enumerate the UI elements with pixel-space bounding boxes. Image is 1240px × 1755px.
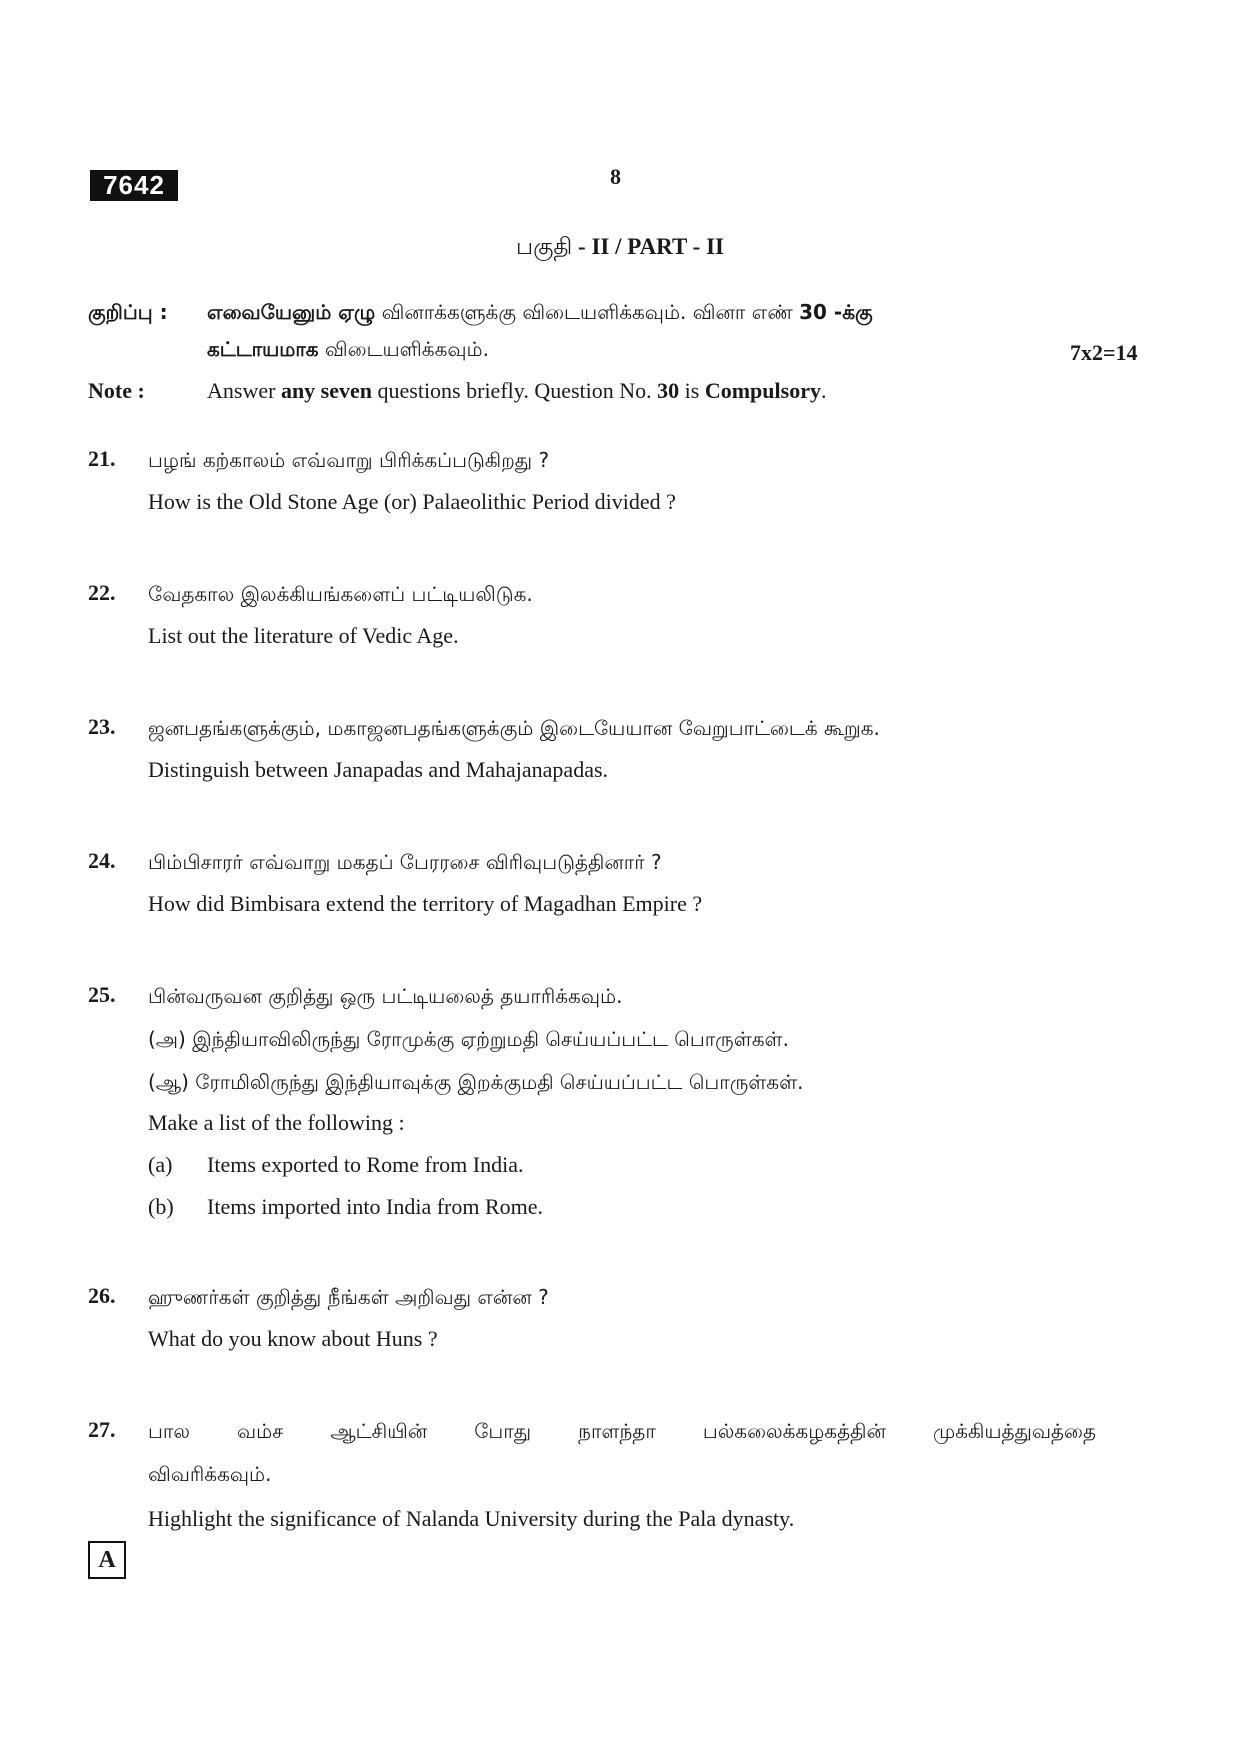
question-text-tamil: பிம்பிசாரர் எவ்வாறு மகதப் பேரரசை விரிவுபடுத்தினார் ? (148, 850, 662, 874)
question-subitem-tamil: (அ) இந்தியாவிலிருந்து ரோமுக்கு ஏற்றுமதி செய்யப்பட்ட பொருள்கள். (148, 1027, 789, 1051)
subitem-label: (a) (148, 1152, 173, 1177)
question-text-tamil: ஹுணர்கள் குறித்து நீங்கள் அறிவது என்ன ? (148, 1285, 549, 1309)
question-text-english: Distinguish between Janapadas and Mahajanapadas. (148, 757, 609, 782)
note-text-part: . (820, 378, 827, 403)
part-title (0, 234, 1240, 263)
note-emphasis-qno: 30 (657, 378, 680, 403)
question-text-english: Make a list of the following : (148, 1110, 405, 1135)
tamil-instruction-text: வினாக்களுக்கு விடையளிக்கவும். வினா எண் (375, 300, 800, 324)
subitem-text: Items exported to Rome from India. (207, 1152, 524, 1177)
note-label: Note : (88, 378, 145, 403)
part-title-english: - II / PART - II (578, 234, 724, 259)
note-text-part: Answer (207, 378, 281, 403)
question-text-tamil: ஜனபதங்களுக்கும், மகாஜனபதங்களுக்கும் இடையேயான வேறுபாட்டைக் கூறுக. (148, 716, 880, 740)
question-text-english: How did Bimbisara extend the territory of Magadhan Empire ? (148, 891, 703, 916)
question-number: 24. (88, 848, 116, 873)
question-text-english: List out the literature of Vedic Age. (148, 623, 459, 648)
question-text-english: Highlight the significance of Nalanda University during the Pala dynasty. (148, 1506, 795, 1531)
question-text-tamil: பின்வருவன குறித்து ஒரு பட்டியலைத் தயாரிக்கவும். (148, 984, 623, 1008)
question-text-tamil: வேதகால இலக்கியங்களைப் பட்டியலிடுக. (148, 582, 533, 606)
note-emphasis-any-seven: any seven (280, 378, 372, 403)
subitem-text: Items imported into India from Rome. (207, 1194, 544, 1219)
tamil-instruction-line-2 (207, 337, 489, 364)
tamil-instruction-qno: 30 -க்கு (799, 300, 873, 324)
question-text-tamil-continued: விவரிக்கவும். (148, 1462, 272, 1486)
tamil-note-label: குறிப்பு : (88, 300, 168, 324)
marks-scheme: 7x2=14 (1070, 340, 1138, 365)
note-text-part: is (679, 378, 705, 403)
tamil-instruction-text-2: விடையளிக்கவும். (318, 337, 489, 361)
question-number: 22. (88, 580, 116, 605)
question-text-english: What do you know about Huns ? (148, 1326, 438, 1351)
question-number: 27. (88, 1417, 116, 1442)
tamil-instruction-emphasis: எவையேனும் ஏழு (207, 300, 376, 324)
tamil-instruction-compulsory: கட்டாயமாக (207, 337, 319, 361)
subitem-label: (b) (148, 1194, 174, 1219)
question-text-tamil: பால வம்ச ஆட்சியின் போது நாளந்தா பல்கலைக்கழகத்தின் முக்கியத்துவத்தை (148, 1419, 1096, 1443)
question-number: 21. (88, 446, 116, 471)
note-emphasis-compulsory: Compulsory (704, 378, 821, 403)
paper-code-badge: 7642 (90, 170, 178, 201)
part-title-tamil: பகுதி (516, 234, 573, 260)
page-number: 8 (610, 164, 621, 189)
question-text-tamil: பழங் கற்காலம் எவ்வாறு பிரிக்கப்படுகிறது ? (148, 448, 550, 472)
note-text (207, 378, 826, 404)
question-number: 26. (88, 1283, 116, 1308)
note-text-part: questions briefly. Question No. (372, 378, 658, 403)
tamil-instruction-line-1 (207, 300, 873, 327)
question-subitem-tamil: (ஆ) ரோமிலிருந்து இந்தியாவுக்கு இறக்குமதி செய்யப்பட்ட பொருள்கள். (148, 1070, 804, 1094)
question-text-english: How is the Old Stone Age (or) Palaeolithic Period divided ? (148, 489, 676, 514)
question-number: 25. (88, 982, 116, 1007)
version-letter-box: A (88, 1541, 126, 1579)
question-number: 23. (88, 714, 116, 739)
